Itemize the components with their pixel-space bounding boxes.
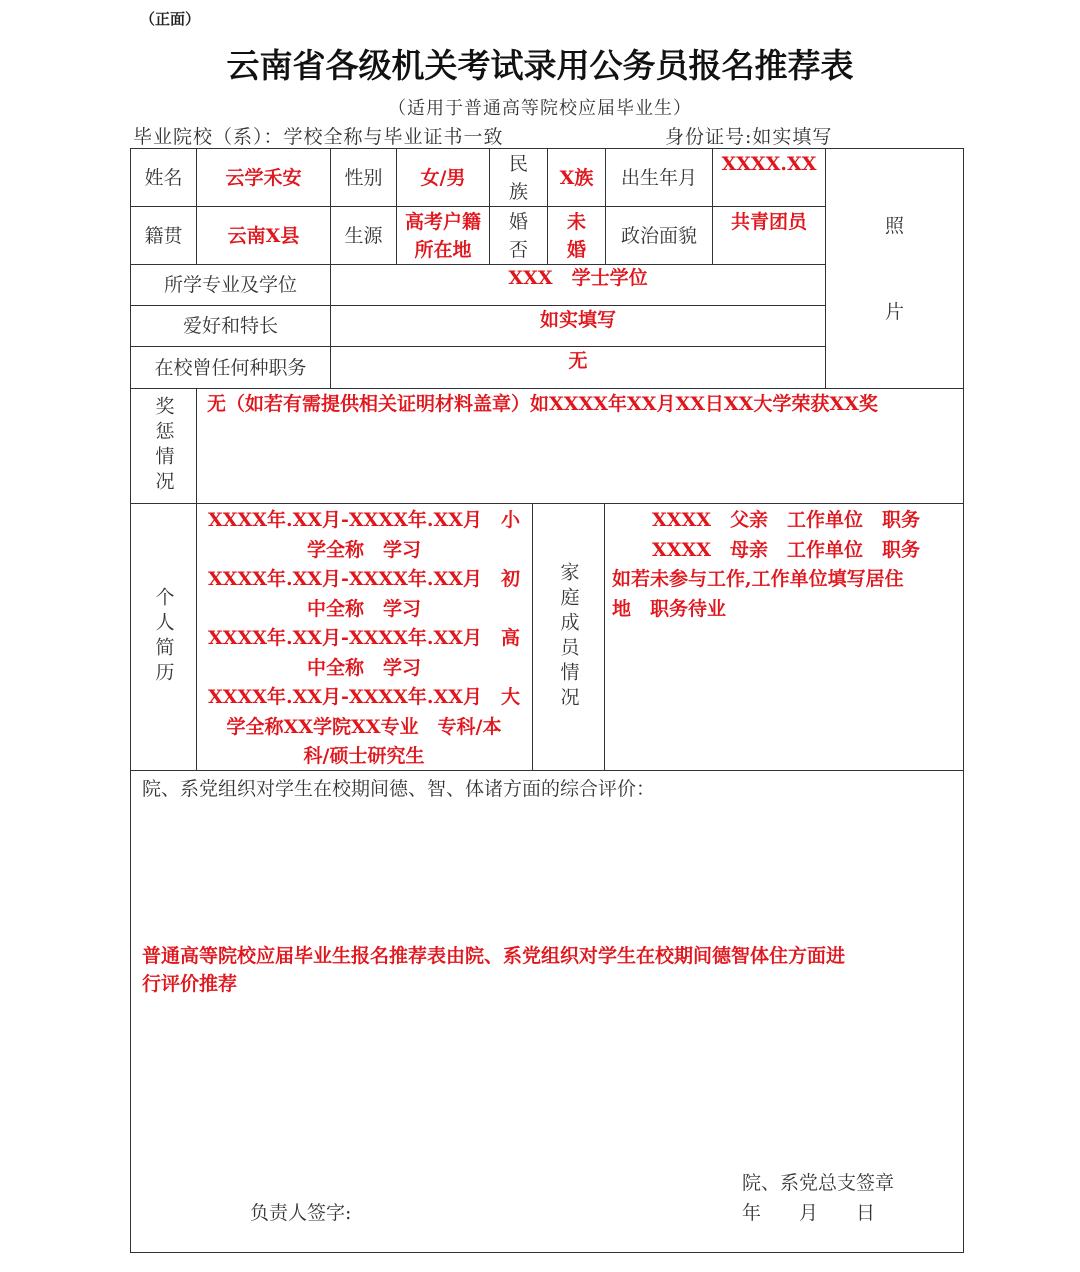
marriage-value-line: 婚 [566, 238, 586, 261]
birth-value: XXXX.XX [721, 153, 817, 175]
resume-line: XXXX年.XX月-XXXX年.XX月 小 [207, 509, 521, 531]
birth-label: 出生年月 [620, 166, 697, 189]
positions-label: 在校曾任何种职务 [154, 356, 307, 379]
political-value: 共青团员 [730, 211, 807, 233]
name-value: 云学禾安 [225, 166, 302, 189]
ethnic-value: X族 [559, 166, 594, 189]
resume-line: XXXX年.XX月-XXXX年.XX月 高 [207, 627, 521, 649]
name-label: 姓名 [144, 166, 183, 189]
source-label: 生源 [344, 224, 383, 247]
row-divider [130, 388, 964, 389]
table-border-right [963, 148, 964, 1253]
gender-label: 性别 [344, 166, 383, 189]
date-label: 年 月 日 [742, 1202, 876, 1224]
awards-value: 无（如若有需提供相关证明材料盖章）如XXXX年XX月XX日XX大学荣获XX奖 [207, 393, 878, 415]
hobby-label: 爱好和特长 [182, 315, 278, 337]
resume-line: XXXX年.XX月-XXXX年.XX月 初 [207, 568, 521, 590]
political-label: 政治面貌 [620, 224, 697, 247]
native-value: 云南X县 [227, 224, 300, 247]
evaluation-line: 行评价推荐 [142, 973, 238, 995]
family-line: XXXX 父亲 工作单位 职务 [652, 509, 920, 531]
awards-label [131, 389, 196, 503]
resume-line: XXXX年.XX月-XXXX年.XX月 大 [207, 686, 521, 708]
family-line: XXXX 母亲 工作单位 职务 [652, 538, 920, 561]
table-border-bottom [130, 1252, 964, 1253]
resume-line: 中全称 学习 [306, 597, 421, 620]
family-line: 如若未参与工作,工作单位填写居住 [612, 568, 904, 590]
side-label: （正面） [140, 10, 201, 28]
photo-label-1: 照 [884, 215, 904, 237]
marriage-value-line: 未 [566, 210, 586, 233]
marriage-label-line: 否 [508, 238, 528, 261]
source-value [397, 207, 489, 264]
positions-value: 无 [568, 350, 588, 372]
evaluation-line: 普通高等院校应届毕业生报名推荐表由院、系党组织对学生在校期间德智体住方面进 [142, 945, 846, 967]
id-number-field: 身份证号:如实填写 [665, 126, 833, 148]
seal-label: 院、系党总支签章 [742, 1172, 895, 1194]
evaluation-label: 院、系党组织对学生在校期间德、智、体诸方面的综合评价： [142, 778, 656, 800]
family-label [533, 504, 604, 770]
native-label: 籍贯 [144, 224, 183, 247]
family-line: 地 职务待业 [612, 597, 727, 620]
col-divider [196, 388, 197, 770]
resume-list [200, 506, 528, 772]
major-value: XXX 学士学位 [508, 267, 648, 289]
resume-label-text: 个人简历 [152, 587, 175, 687]
page-title: 云南省各级机关考试录用公务员报名推荐表 [226, 46, 854, 85]
resume-line: 中全称 学习 [306, 656, 421, 679]
source-value-line: 所在地 [414, 238, 472, 261]
photo-label-2: 片 [884, 301, 904, 323]
resume-label [131, 504, 196, 770]
school-field: 毕业院校（系）：学校全称与毕业证书一致 [133, 126, 504, 148]
marriage-label [490, 207, 547, 264]
signer-label: 负责人签字: [250, 1202, 352, 1224]
evaluation-value [142, 942, 960, 998]
ethnic-label [490, 149, 547, 206]
family-list [612, 506, 960, 624]
major-label: 所学专业及学位 [163, 274, 297, 296]
page-subtitle: （适用于普通高等院校应届毕业生） [388, 98, 692, 119]
resume-line: 学全称 学习 [306, 538, 421, 561]
col-divider [825, 148, 826, 388]
hobby-value: 如实填写 [539, 309, 616, 331]
marriage-value [548, 207, 605, 264]
resume-line: 学全称XX学院XX专业 专科/本 [226, 715, 502, 738]
gender-value: 女/男 [420, 166, 466, 189]
source-value-line: 高考户籍 [404, 210, 481, 233]
resume-line: 科/硕士研究生 [303, 745, 425, 767]
ethnic-label-text: 民族 [508, 152, 528, 203]
awards-label-text: 奖惩情况 [152, 396, 175, 496]
col-divider [604, 503, 605, 770]
marriage-label-line: 婚 [508, 210, 528, 233]
family-label-text: 家庭成员情况 [557, 562, 580, 712]
